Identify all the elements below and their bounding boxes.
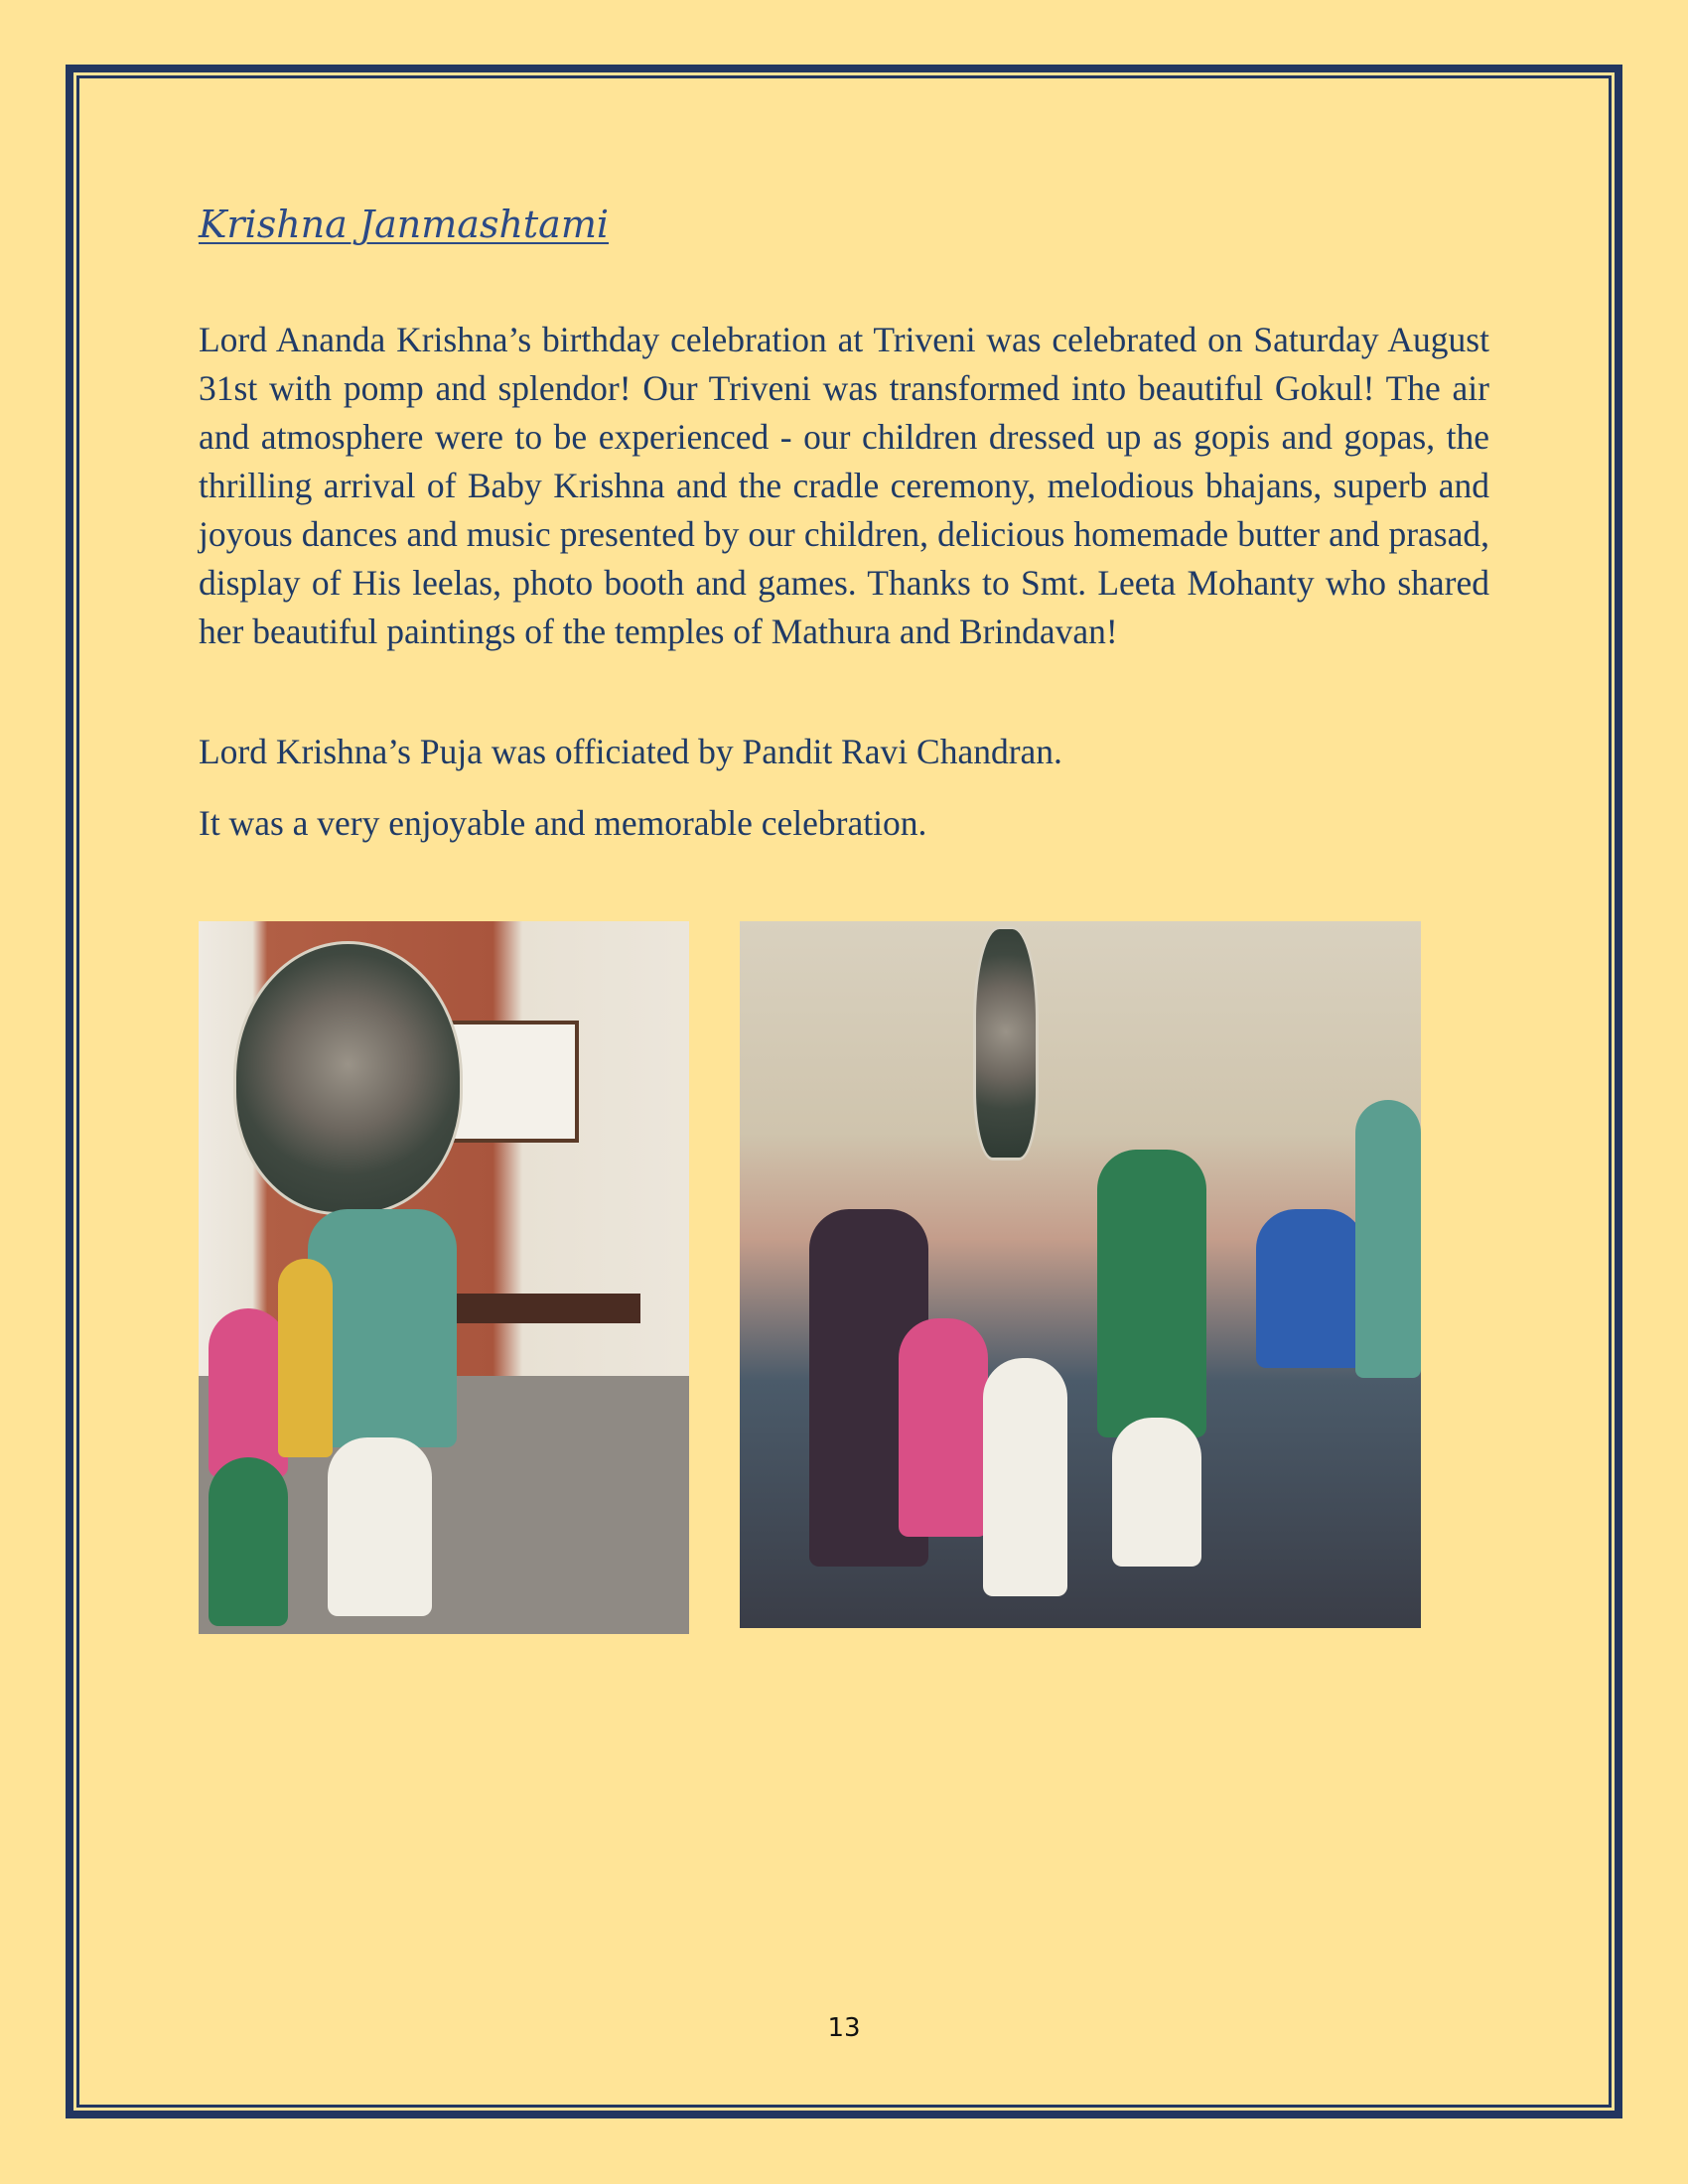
paragraph-closing: It was a very enjoyable and memorable celebration.: [199, 803, 927, 843]
photo-child-dhoti: [328, 1437, 432, 1616]
photo-child-skirt: [209, 1457, 288, 1626]
photo-procession-left: [199, 921, 689, 1634]
photo-procession-right: [740, 921, 1421, 1628]
photo-child-yellow: [278, 1259, 333, 1457]
page-title: Krishna Janmashtami: [199, 203, 610, 246]
photo-serpent-canopy: [973, 926, 1039, 1160]
photo-child-kurta: [983, 1358, 1067, 1596]
photo-child-gopi: [209, 1308, 288, 1477]
photo-adult-teal: [1355, 1100, 1421, 1378]
photo-adult-saree: [1256, 1209, 1365, 1368]
paragraph-celebration: Lord Ananda Krishna’s birthday celebration at Triveni was celebrated on Saturday August 31st with pomp and splendor! Our Triveni was transformed into beautiful Gokul! The air and atmosphere were to be experienced - our children dressed up as gopis and gopas, the thrilling arrival of Baby Krishna and the cradle ceremony, melodious bhajans, superb and joyous dances and music presented by our children, delicious homemade butter and prasad, display of His leelas, photo booth and games. Thanks to Smt. Leeta Mohanty who shared her beautiful paintings of the temples of Mathura and Brindavan!: [199, 320, 1489, 651]
photo-serpent-canopy: [233, 941, 463, 1215]
page-number: 13: [827, 2013, 861, 2043]
photo-child-dhoti: [1112, 1418, 1201, 1567]
photo-child-gopi: [899, 1318, 988, 1537]
photo-child-krishna: [1097, 1150, 1206, 1437]
photo-altar-table: [442, 1294, 640, 1323]
paragraph-puja: Lord Krishna’s Puja was officiated by Pandit Ravi Chandran.: [199, 732, 1062, 771]
